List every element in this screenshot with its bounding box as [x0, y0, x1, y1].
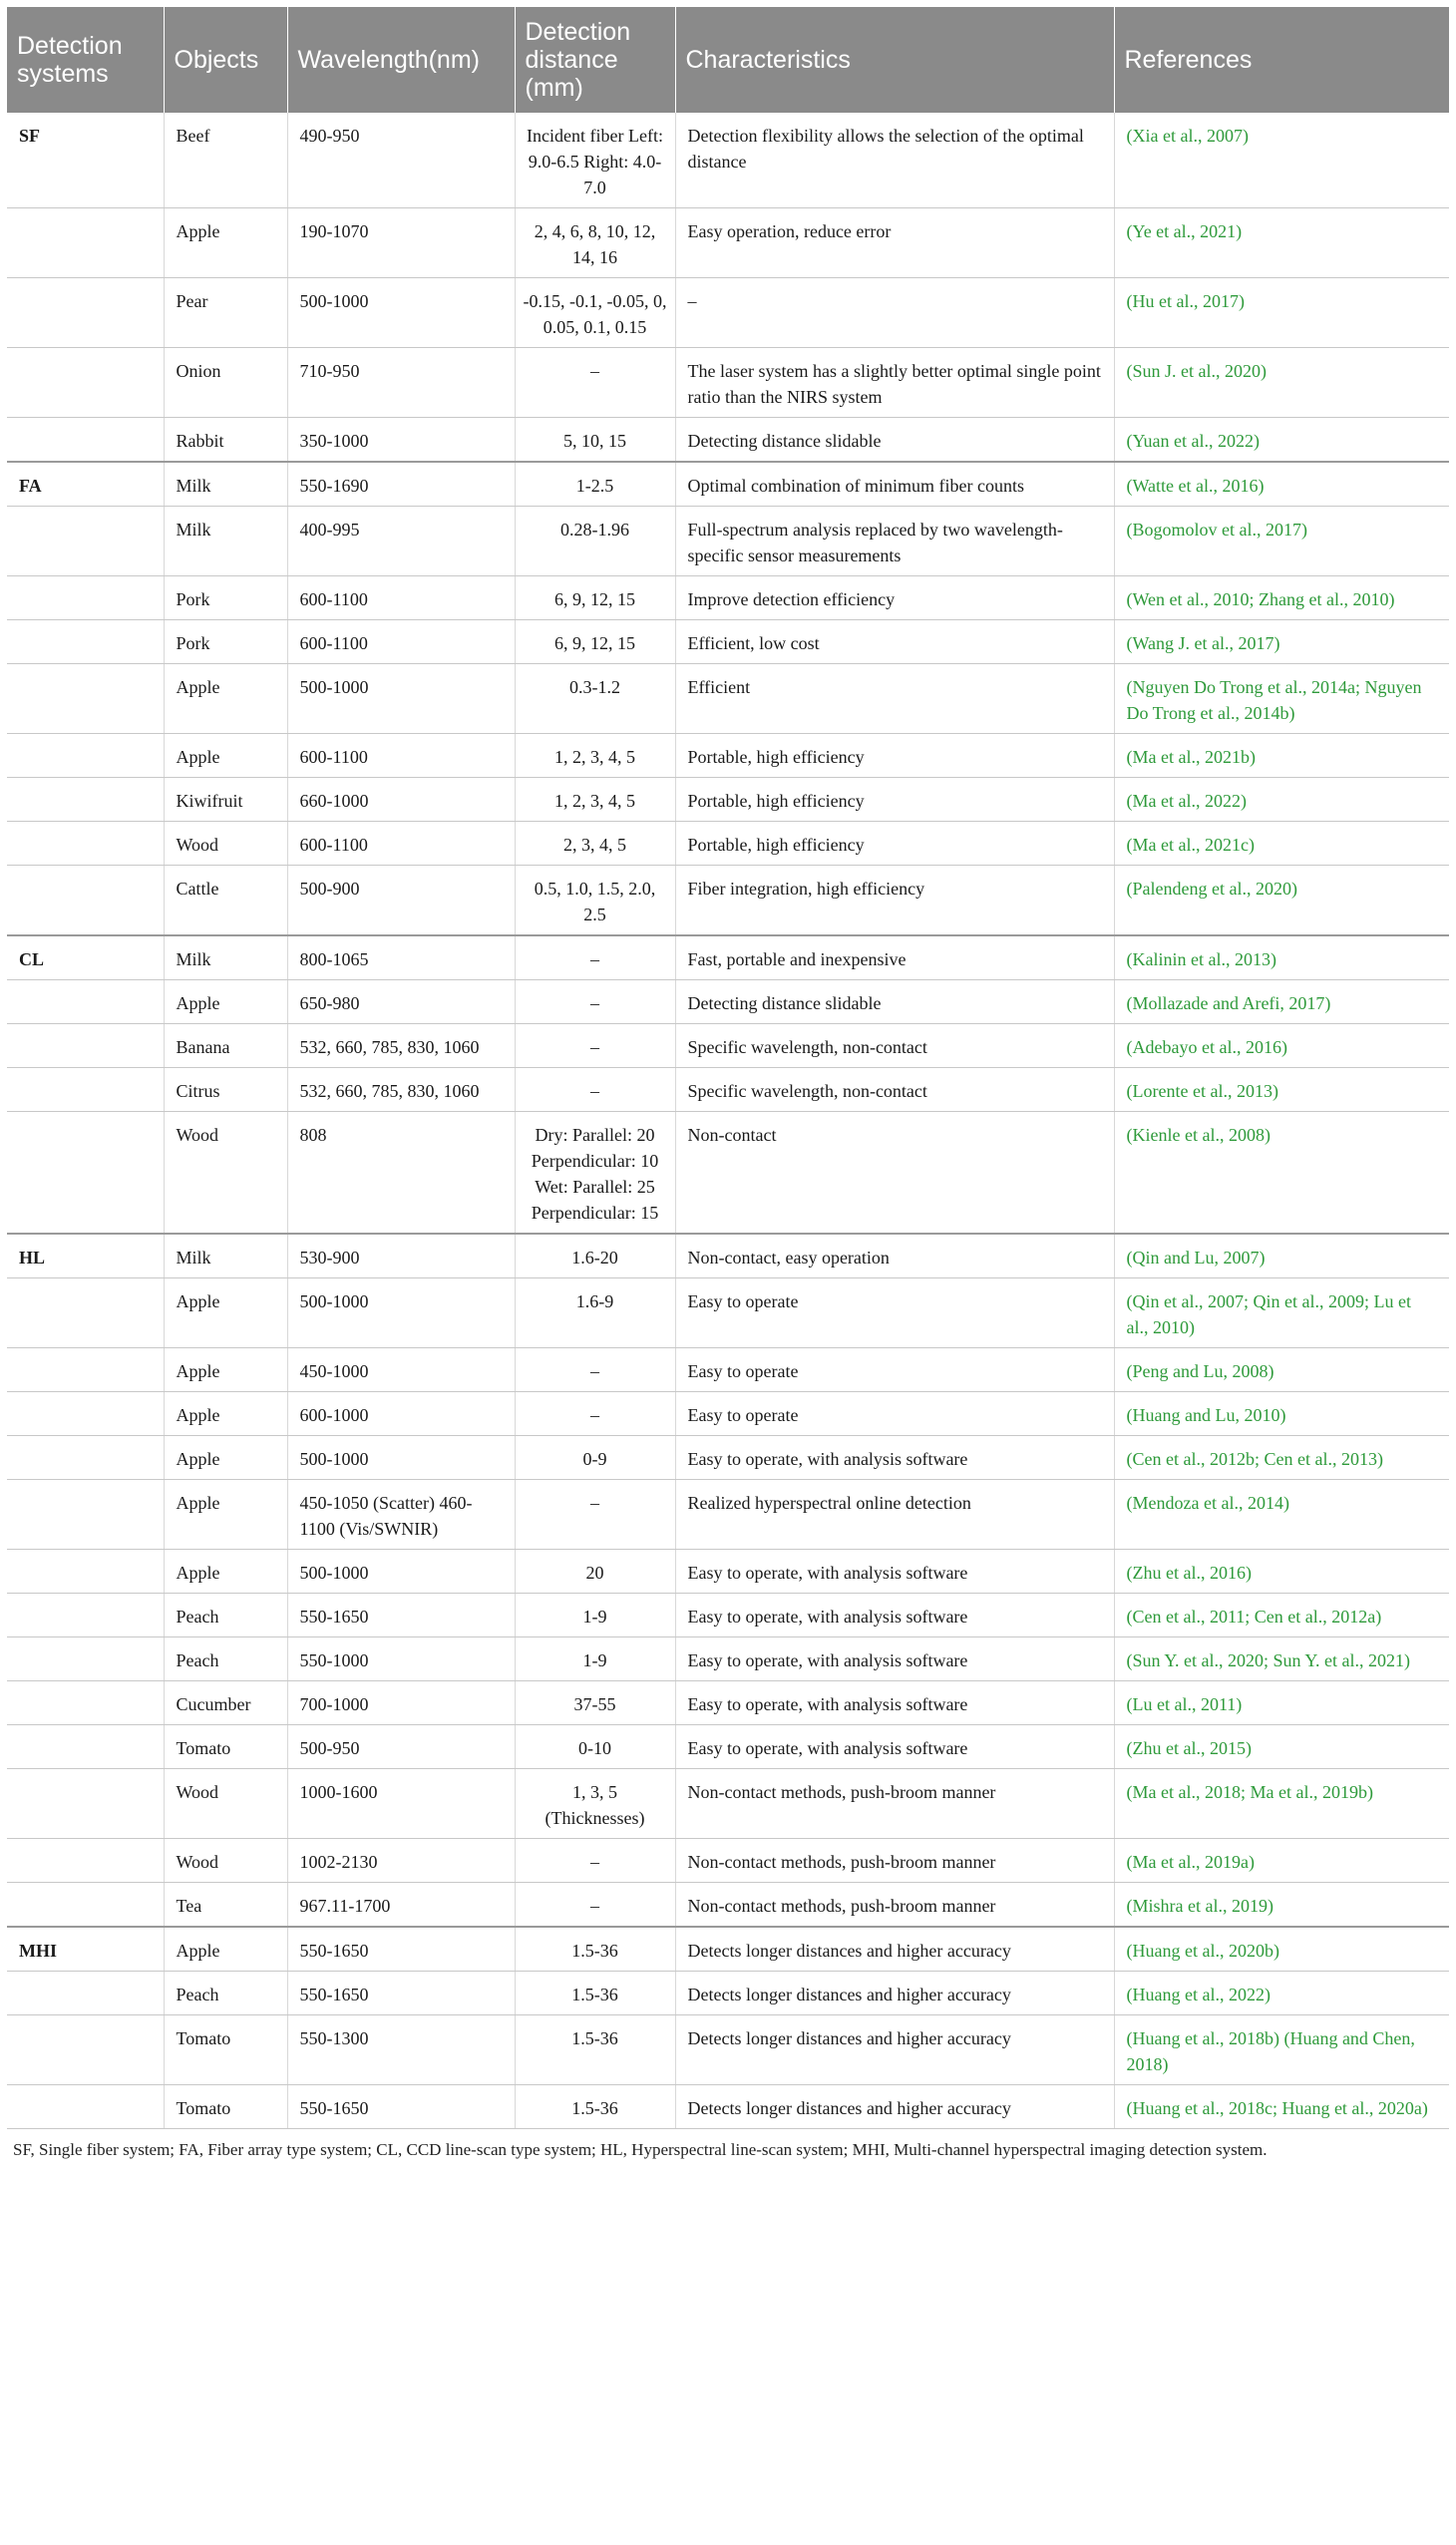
- cell-system: [7, 1681, 164, 1725]
- cell-object: Pork: [164, 576, 287, 620]
- cell-characteristics: Non-contact, easy operation: [675, 1234, 1114, 1278]
- cell-references: (Mishra et al., 2019): [1114, 1883, 1449, 1928]
- cell-distance: 5, 10, 15: [515, 418, 675, 463]
- cell-system: [7, 734, 164, 778]
- cell-references: (Huang and Lu, 2010): [1114, 1392, 1449, 1436]
- cell-wavelength: 550-1650: [287, 1594, 515, 1637]
- cell-object: Tomato: [164, 2085, 287, 2129]
- cell-characteristics: Easy to operate: [675, 1278, 1114, 1348]
- cell-characteristics: Non-contact methods, push-broom manner: [675, 1883, 1114, 1928]
- cell-distance: –: [515, 1883, 675, 1928]
- cell-system: [7, 1725, 164, 1769]
- cell-object: Milk: [164, 462, 287, 507]
- header-detection-distance: Detection distance (mm): [515, 7, 675, 113]
- cell-wavelength: 700-1000: [287, 1681, 515, 1725]
- cell-system: SF: [7, 113, 164, 208]
- cell-object: Apple: [164, 1927, 287, 1972]
- cell-wavelength: 450-1000: [287, 1348, 515, 1392]
- cell-system: MHI: [7, 1927, 164, 1972]
- cell-system: [7, 1278, 164, 1348]
- cell-object: Pork: [164, 620, 287, 664]
- table-row: [7, 734, 1449, 778]
- cell-system: [7, 1637, 164, 1681]
- cell-distance: 0.3-1.2: [515, 664, 675, 734]
- cell-references: (Lu et al., 2011): [1114, 1681, 1449, 1725]
- cell-wavelength: 710-950: [287, 348, 515, 418]
- cell-references: (Zhu et al., 2015): [1114, 1725, 1449, 1769]
- cell-references: (Palendeng et al., 2020): [1114, 866, 1449, 936]
- cell-references: (Zhu et al., 2016): [1114, 1550, 1449, 1594]
- table-row: [7, 1681, 1449, 1725]
- cell-characteristics: Fiber integration, high efficiency: [675, 866, 1114, 936]
- cell-wavelength: 650-980: [287, 980, 515, 1024]
- cell-references: (Kalinin et al., 2013): [1114, 935, 1449, 980]
- cell-object: Kiwifruit: [164, 778, 287, 822]
- cell-object: Apple: [164, 1348, 287, 1392]
- cell-wavelength: 600-1000: [287, 1392, 515, 1436]
- cell-system: [7, 822, 164, 866]
- table-row: [7, 1436, 1449, 1480]
- cell-wavelength: 530-900: [287, 1234, 515, 1278]
- table-row: [7, 1769, 1449, 1839]
- cell-distance: –: [515, 935, 675, 980]
- cell-characteristics: Fast, portable and inexpensive: [675, 935, 1114, 980]
- header-references: References: [1114, 7, 1449, 113]
- cell-references: (Ma et al., 2021b): [1114, 734, 1449, 778]
- cell-object: Milk: [164, 1234, 287, 1278]
- cell-distance: –: [515, 1392, 675, 1436]
- cell-characteristics: Detects longer distances and higher accuracy: [675, 2015, 1114, 2085]
- cell-distance: 1, 2, 3, 4, 5: [515, 778, 675, 822]
- cell-characteristics: Detects longer distances and higher accuracy: [675, 1972, 1114, 2015]
- cell-characteristics: Detecting distance slidable: [675, 418, 1114, 463]
- cell-wavelength: 660-1000: [287, 778, 515, 822]
- cell-distance: 2, 4, 6, 8, 10, 12, 14, 16: [515, 208, 675, 278]
- cell-object: Banana: [164, 1024, 287, 1068]
- table-header: [7, 7, 1449, 113]
- table-row: [7, 778, 1449, 822]
- cell-references: (Ma et al., 2019a): [1114, 1839, 1449, 1883]
- cell-wavelength: 490-950: [287, 113, 515, 208]
- cell-system: [7, 1392, 164, 1436]
- cell-distance: 1.5-36: [515, 2085, 675, 2129]
- cell-wavelength: 500-1000: [287, 664, 515, 734]
- cell-references: (Hu et al., 2017): [1114, 278, 1449, 348]
- cell-wavelength: 600-1100: [287, 620, 515, 664]
- table-row: [7, 1594, 1449, 1637]
- cell-object: Apple: [164, 664, 287, 734]
- document-page: [7, 7, 1449, 2161]
- cell-characteristics: Improve detection efficiency: [675, 576, 1114, 620]
- cell-system: [7, 1480, 164, 1550]
- cell-distance: 0-10: [515, 1725, 675, 1769]
- cell-wavelength: 500-1000: [287, 1550, 515, 1594]
- cell-wavelength: 550-1650: [287, 2085, 515, 2129]
- cell-system: [7, 2085, 164, 2129]
- cell-wavelength: 1000-1600: [287, 1769, 515, 1839]
- cell-references: (Xia et al., 2007): [1114, 113, 1449, 208]
- cell-system: FA: [7, 462, 164, 507]
- cell-distance: 0.5, 1.0, 1.5, 2.0, 2.5: [515, 866, 675, 936]
- cell-distance: Incident fiber Left: 9.0-6.5 Right: 4.0-7.0: [515, 113, 675, 208]
- cell-wavelength: 967.11-1700: [287, 1883, 515, 1928]
- cell-references: (Qin and Lu, 2007): [1114, 1234, 1449, 1278]
- cell-distance: 1.5-36: [515, 1927, 675, 1972]
- table-row: [7, 935, 1449, 980]
- cell-system: HL: [7, 1234, 164, 1278]
- cell-distance: 1.5-36: [515, 2015, 675, 2085]
- cell-system: [7, 2015, 164, 2085]
- table-row: [7, 620, 1449, 664]
- table-row: [7, 664, 1449, 734]
- cell-characteristics: Portable, high efficiency: [675, 734, 1114, 778]
- cell-distance: 2, 3, 4, 5: [515, 822, 675, 866]
- cell-wavelength: 500-1000: [287, 1278, 515, 1348]
- table-row: [7, 418, 1449, 463]
- cell-system: [7, 208, 164, 278]
- cell-system: [7, 576, 164, 620]
- cell-distance: –: [515, 980, 675, 1024]
- cell-system: [7, 1348, 164, 1392]
- cell-wavelength: 350-1000: [287, 418, 515, 463]
- table-row: [7, 2085, 1449, 2129]
- table-row: [7, 1637, 1449, 1681]
- cell-object: Apple: [164, 980, 287, 1024]
- table-body: [7, 113, 1449, 2129]
- cell-references: (Peng and Lu, 2008): [1114, 1348, 1449, 1392]
- cell-distance: 1, 3, 5 (Thicknesses): [515, 1769, 675, 1839]
- cell-wavelength: 190-1070: [287, 208, 515, 278]
- cell-object: Wood: [164, 1112, 287, 1235]
- cell-wavelength: 808: [287, 1112, 515, 1235]
- cell-references: (Ye et al., 2021): [1114, 208, 1449, 278]
- cell-references: (Sun Y. et al., 2020; Sun Y. et al., 2021): [1114, 1637, 1449, 1681]
- cell-wavelength: 600-1100: [287, 822, 515, 866]
- cell-references: (Adebayo et al., 2016): [1114, 1024, 1449, 1068]
- table-row: [7, 980, 1449, 1024]
- cell-characteristics: Easy operation, reduce error: [675, 208, 1114, 278]
- table-row: [7, 278, 1449, 348]
- cell-object: Wood: [164, 822, 287, 866]
- cell-references: (Mendoza et al., 2014): [1114, 1480, 1449, 1550]
- cell-distance: 0.28-1.96: [515, 507, 675, 576]
- cell-object: Rabbit: [164, 418, 287, 463]
- cell-references: (Huang et al., 2020b): [1114, 1927, 1449, 1972]
- cell-distance: 1.5-36: [515, 1972, 675, 2015]
- cell-characteristics: Efficient, low cost: [675, 620, 1114, 664]
- table-row: [7, 462, 1449, 507]
- table-row: [7, 1480, 1449, 1550]
- header-detection-systems: Detection systems: [7, 7, 164, 113]
- cell-system: [7, 1112, 164, 1235]
- cell-wavelength: 600-1100: [287, 576, 515, 620]
- cell-wavelength: 500-1000: [287, 1436, 515, 1480]
- cell-system: [7, 1883, 164, 1928]
- cell-characteristics: Easy to operate, with analysis software: [675, 1594, 1114, 1637]
- cell-characteristics: Portable, high efficiency: [675, 778, 1114, 822]
- cell-wavelength: 500-900: [287, 866, 515, 936]
- table-row: [7, 1068, 1449, 1112]
- cell-distance: 1-2.5: [515, 462, 675, 507]
- cell-characteristics: Portable, high efficiency: [675, 822, 1114, 866]
- table-row: [7, 1024, 1449, 1068]
- cell-object: Milk: [164, 507, 287, 576]
- table-row: [7, 2015, 1449, 2085]
- cell-wavelength: 800-1065: [287, 935, 515, 980]
- table-row: [7, 576, 1449, 620]
- cell-system: [7, 1594, 164, 1637]
- table-row: [7, 1112, 1449, 1235]
- cell-object: Peach: [164, 1594, 287, 1637]
- cell-object: Apple: [164, 1436, 287, 1480]
- cell-system: CL: [7, 935, 164, 980]
- cell-references: (Mollazade and Arefi, 2017): [1114, 980, 1449, 1024]
- table-row: [7, 866, 1449, 936]
- cell-characteristics: Detecting distance slidable: [675, 980, 1114, 1024]
- cell-system: [7, 418, 164, 463]
- table-row: [7, 1725, 1449, 1769]
- table-row: [7, 1550, 1449, 1594]
- cell-wavelength: 450-1050 (Scatter) 460-1100 (Vis/SWNIR): [287, 1480, 515, 1550]
- cell-system: [7, 1839, 164, 1883]
- cell-references: (Yuan et al., 2022): [1114, 418, 1449, 463]
- table-row: [7, 1972, 1449, 2015]
- cell-system: [7, 278, 164, 348]
- cell-characteristics: Realized hyperspectral online detection: [675, 1480, 1114, 1550]
- cell-references: (Ma et al., 2022): [1114, 778, 1449, 822]
- cell-characteristics: Easy to operate, with analysis software: [675, 1725, 1114, 1769]
- cell-system: [7, 348, 164, 418]
- table-row: [7, 507, 1449, 576]
- table-row: [7, 1883, 1449, 1928]
- cell-wavelength: 550-1000: [287, 1637, 515, 1681]
- cell-characteristics: Full-spectrum analysis replaced by two wavelength-specific sensor measurements: [675, 507, 1114, 576]
- cell-object: Apple: [164, 1392, 287, 1436]
- header-wavelength: Wavelength(nm): [287, 7, 515, 113]
- cell-references: (Wang J. et al., 2017): [1114, 620, 1449, 664]
- cell-system: [7, 980, 164, 1024]
- cell-characteristics: Easy to operate: [675, 1348, 1114, 1392]
- table-row: [7, 1278, 1449, 1348]
- cell-distance: 1, 2, 3, 4, 5: [515, 734, 675, 778]
- cell-distance: 1-9: [515, 1594, 675, 1637]
- cell-references: (Lorente et al., 2013): [1114, 1068, 1449, 1112]
- cell-references: (Cen et al., 2011; Cen et al., 2012a): [1114, 1594, 1449, 1637]
- cell-system: [7, 1024, 164, 1068]
- cell-object: Wood: [164, 1839, 287, 1883]
- cell-object: Cucumber: [164, 1681, 287, 1725]
- cell-object: Wood: [164, 1769, 287, 1839]
- table-row: [7, 113, 1449, 208]
- cell-characteristics: Efficient: [675, 664, 1114, 734]
- cell-object: Beef: [164, 113, 287, 208]
- cell-distance: Dry: Parallel: 20 Perpendicular: 10 Wet: Parallel: 25 Perpendicular: 15: [515, 1112, 675, 1235]
- cell-characteristics: Easy to operate, with analysis software: [675, 1681, 1114, 1725]
- table-row: [7, 348, 1449, 418]
- cell-distance: 6, 9, 12, 15: [515, 620, 675, 664]
- cell-system: [7, 1550, 164, 1594]
- cell-distance: 1.6-20: [515, 1234, 675, 1278]
- cell-object: Apple: [164, 208, 287, 278]
- cell-distance: 20: [515, 1550, 675, 1594]
- cell-distance: 1.6-9: [515, 1278, 675, 1348]
- header-objects: Objects: [164, 7, 287, 113]
- cell-distance: –: [515, 348, 675, 418]
- cell-wavelength: 400-995: [287, 507, 515, 576]
- cell-references: (Huang et al., 2018b) (Huang and Chen, 2018): [1114, 2015, 1449, 2085]
- cell-references: (Huang et al., 2018c; Huang et al., 2020a): [1114, 2085, 1449, 2129]
- cell-object: Peach: [164, 1972, 287, 2015]
- cell-wavelength: 550-1650: [287, 1972, 515, 2015]
- cell-distance: 6, 9, 12, 15: [515, 576, 675, 620]
- cell-object: Apple: [164, 1480, 287, 1550]
- cell-characteristics: Specific wavelength, non-contact: [675, 1068, 1114, 1112]
- cell-references: (Sun J. et al., 2020): [1114, 348, 1449, 418]
- cell-references: (Bogomolov et al., 2017): [1114, 507, 1449, 576]
- cell-system: [7, 620, 164, 664]
- cell-system: [7, 664, 164, 734]
- table-row: [7, 1234, 1449, 1278]
- table-row: [7, 822, 1449, 866]
- cell-references: (Watte et al., 2016): [1114, 462, 1449, 507]
- header-characteristics: Characteristics: [675, 7, 1114, 113]
- cell-references: (Huang et al., 2022): [1114, 1972, 1449, 2015]
- cell-wavelength: 550-1300: [287, 2015, 515, 2085]
- cell-object: Citrus: [164, 1068, 287, 1112]
- cell-distance: –: [515, 1839, 675, 1883]
- cell-wavelength: 550-1690: [287, 462, 515, 507]
- cell-system: [7, 778, 164, 822]
- header-row: [7, 7, 1449, 113]
- cell-references: (Cen et al., 2012b; Cen et al., 2013): [1114, 1436, 1449, 1480]
- cell-characteristics: Detects longer distances and higher accuracy: [675, 2085, 1114, 2129]
- cell-characteristics: Easy to operate: [675, 1392, 1114, 1436]
- cell-characteristics: Easy to operate, with analysis software: [675, 1637, 1114, 1681]
- cell-distance: 1-9: [515, 1637, 675, 1681]
- cell-system: [7, 1972, 164, 2015]
- cell-object: Apple: [164, 1278, 287, 1348]
- detection-systems-table: [7, 7, 1449, 2129]
- cell-wavelength: 1002-2130: [287, 1839, 515, 1883]
- cell-distance: –: [515, 1024, 675, 1068]
- cell-characteristics: Detection flexibility allows the selection of the optimal distance: [675, 113, 1114, 208]
- cell-object: Apple: [164, 1550, 287, 1594]
- cell-object: Apple: [164, 734, 287, 778]
- table-row: [7, 208, 1449, 278]
- cell-wavelength: 600-1100: [287, 734, 515, 778]
- cell-references: (Kienle et al., 2008): [1114, 1112, 1449, 1235]
- cell-system: [7, 866, 164, 936]
- cell-characteristics: –: [675, 278, 1114, 348]
- cell-system: [7, 507, 164, 576]
- cell-characteristics: Easy to operate, with analysis software: [675, 1436, 1114, 1480]
- cell-characteristics: Specific wavelength, non-contact: [675, 1024, 1114, 1068]
- cell-system: [7, 1769, 164, 1839]
- cell-object: Pear: [164, 278, 287, 348]
- cell-characteristics: Easy to operate, with analysis software: [675, 1550, 1114, 1594]
- table-row: [7, 1927, 1449, 1972]
- cell-characteristics: Detects longer distances and higher accuracy: [675, 1927, 1114, 1972]
- cell-wavelength: 532, 660, 785, 830, 1060: [287, 1024, 515, 1068]
- cell-object: Onion: [164, 348, 287, 418]
- cell-references: (Wen et al., 2010; Zhang et al., 2010): [1114, 576, 1449, 620]
- cell-characteristics: Non-contact: [675, 1112, 1114, 1235]
- cell-references: (Ma et al., 2021c): [1114, 822, 1449, 866]
- table-row: [7, 1348, 1449, 1392]
- cell-characteristics: Non-contact methods, push-broom manner: [675, 1839, 1114, 1883]
- cell-characteristics: The laser system has a slightly better optimal single point ratio than the NIRS system: [675, 348, 1114, 418]
- cell-object: Peach: [164, 1637, 287, 1681]
- cell-distance: –: [515, 1480, 675, 1550]
- cell-distance: –: [515, 1348, 675, 1392]
- cell-wavelength: 550-1650: [287, 1927, 515, 1972]
- table-row: [7, 1839, 1449, 1883]
- cell-wavelength: 532, 660, 785, 830, 1060: [287, 1068, 515, 1112]
- cell-characteristics: Optimal combination of minimum fiber counts: [675, 462, 1114, 507]
- cell-distance: 0-9: [515, 1436, 675, 1480]
- cell-system: [7, 1068, 164, 1112]
- cell-wavelength: 500-1000: [287, 278, 515, 348]
- cell-distance: -0.15, -0.1, -0.05, 0, 0.05, 0.1, 0.15: [515, 278, 675, 348]
- cell-references: (Qin et al., 2007; Qin et al., 2009; Lu et al., 2010): [1114, 1278, 1449, 1348]
- cell-characteristics: Non-contact methods, push-broom manner: [675, 1769, 1114, 1839]
- cell-wavelength: 500-950: [287, 1725, 515, 1769]
- cell-object: Cattle: [164, 866, 287, 936]
- cell-references: (Ma et al., 2018; Ma et al., 2019b): [1114, 1769, 1449, 1839]
- cell-object: Tea: [164, 1883, 287, 1928]
- cell-distance: –: [515, 1068, 675, 1112]
- cell-object: Tomato: [164, 1725, 287, 1769]
- cell-object: Milk: [164, 935, 287, 980]
- cell-references: (Nguyen Do Trong et al., 2014a; Nguyen Do Trong et al., 2014b): [1114, 664, 1449, 734]
- table-row: [7, 1392, 1449, 1436]
- cell-object: Tomato: [164, 2015, 287, 2085]
- cell-system: [7, 1436, 164, 1480]
- table-footnote: SF, Single fiber system; FA, Fiber array type system; CL, CCD line-scan type system; HL, Hyperspectral line-scan system; MHI, Multi-channel hyperspectral imaging detection system.: [13, 2140, 1268, 2159]
- cell-distance: 37-55: [515, 1681, 675, 1725]
